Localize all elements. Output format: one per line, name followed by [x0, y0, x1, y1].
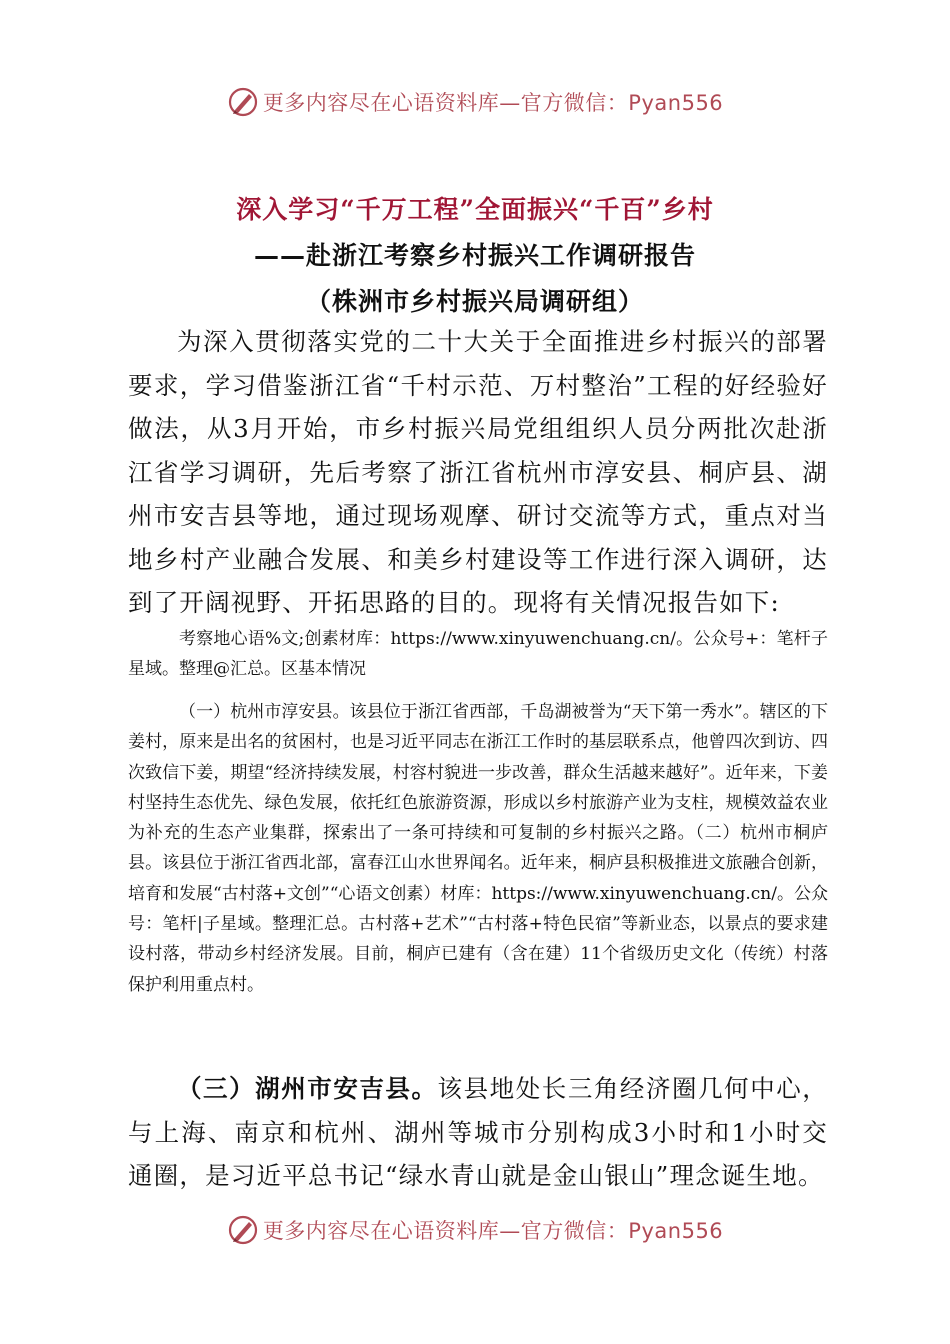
- watermark-footer: [0, 1210, 950, 1250]
- intro-paragraph: 为深入贯彻落实党的二十大关于全面推进乡村振兴的部署要求，学习借鉴浙江省“千村示范、万村整治”工程的好经验好做法，从3月开始，市乡村振兴局党组组织人员分两批次赴浙江省学习调研，先后考察了浙江省杭州市淳安县、桐庐县、湖州市安吉县等地，通过现场观摩、研讨交流等方式，重点对当地乡村产业融合发展、和美乡村建设等工作进行深入调研，达到了开阔视野、开拓思路的目的。现将有关情况报告如下:: [128, 327, 828, 617]
- watermark-text: 更多内容尽在心语资料库—官方微信：Pyan556: [262, 91, 724, 115]
- document-subtitle: ——赴浙江考察乡村振兴工作调研报告: [253, 241, 696, 270]
- document-author: （株洲市乡村振兴局调研组）: [305, 287, 644, 316]
- watermark-text: 更多内容尽在心语资料库—官方微信：Pyan556: [262, 1219, 724, 1243]
- anji-body: 该县地处长三角经济圈几何中心，与上海、南京和杭州、湖州等城市分别构成3小时和1小时交通圈，是习近平总书记“绿水青山就是金山银山”理念诞生地。: [128, 1074, 829, 1190]
- intro-block: [128, 320, 828, 625]
- section-note-block: [128, 624, 828, 685]
- anji-heading: （三）湖州市安吉县。: [177, 1074, 438, 1103]
- document-title: 深入学习“千万工程”全面振兴“千百”乡村: [236, 195, 714, 224]
- region-paragraph: （一）杭州市淳安县。该县位于浙江省西部，千岛湖被誉为“天下第一秀水”。辖区的下姜村，原来是出名的贫困村，也是习近平同志在浙江工作时的基层联系点，他曾四次到访、四次致信下姜，期望“经济持续发展，村容村貌进一步改善，群众生活越来越好”。近年来，下姜村坚持生态优先、绿色发展，依托红色旅游资源，形成以乡村旅游产业为支柱，规模效益农业为补充的生态产业集群，探索出了一条可持续和可复制的乡村振兴之路。（二）杭州市桐庐县。该县位于浙江省西北部，富春江山水世界闻名。近年来，桐庐县积极推进文旅融合创新，培育和发展“古村落+文创”“心语文创素）材库：https://www.xinyuwenchuang.cn/。公众号：笔杆|子星域。整理汇总。古村落+艺术”“古村落+特色民宿”等新业态，以景点的要求建设村落，带动乡村经济发展。目前，桐庐已建有（含在建）11个省级历史文化（传统）村落保护利用重点村。: [128, 702, 828, 995]
- watermark-header: [0, 82, 950, 122]
- anji-block: [128, 1067, 828, 1198]
- section-note: 考察地心语%文;创素材库：https://www.xinyuwenchuang.cn/。公众号+：笔杆子星域。整理@汇总。区基本情况: [128, 629, 828, 680]
- anji-paragraph: [128, 1067, 828, 1198]
- pen-logo-icon: [227, 86, 259, 118]
- pen-logo-icon: [227, 1214, 259, 1246]
- region-block: [128, 697, 828, 1000]
